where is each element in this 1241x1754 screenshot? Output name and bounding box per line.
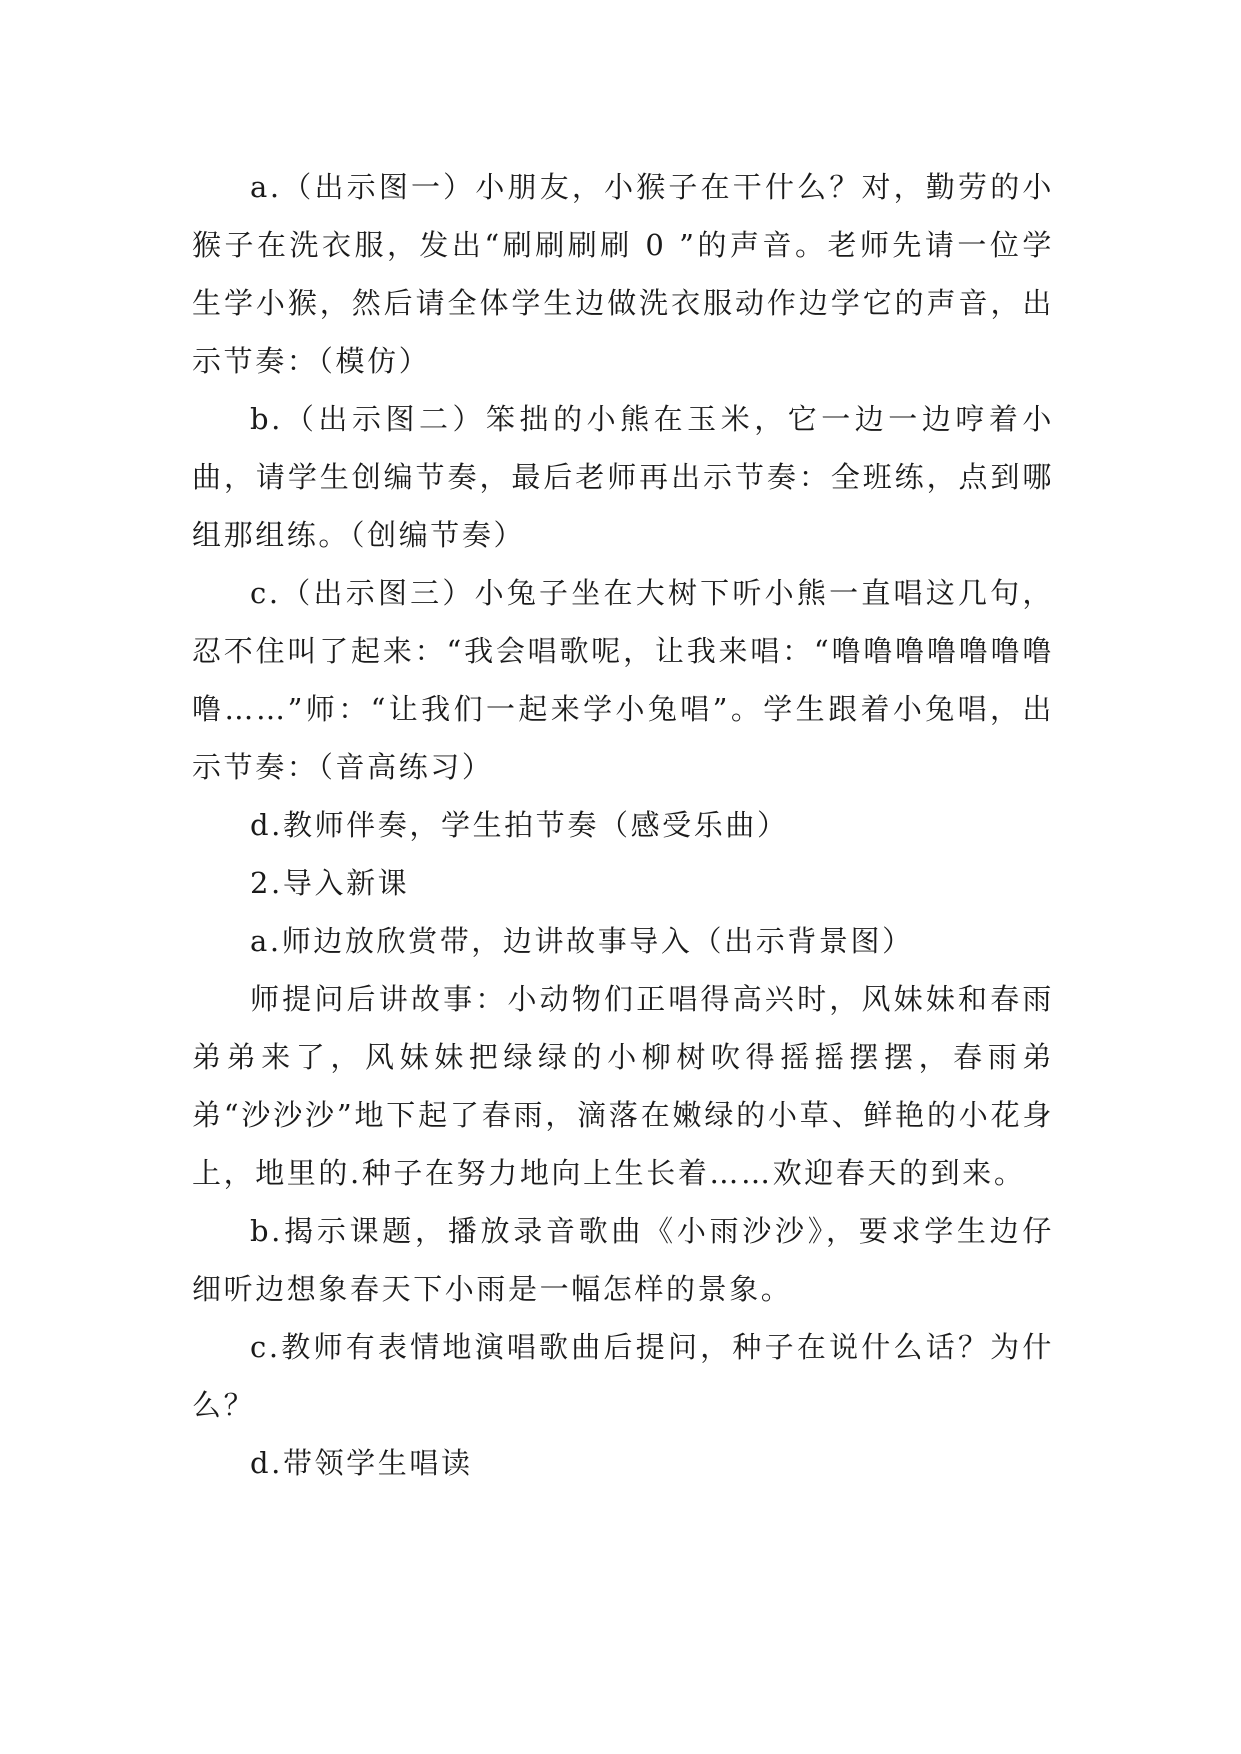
paragraph-story: 师提问后讲故事：小动物们正唱得高兴时，风妹妹和春雨弟弟来了，风妹妹把绿绿的小柳树吹得摇摇摆摆，春雨弟弟“沙沙沙”地下起了春雨，滴落在嫩绿的小草、鲜艳的小花身上，地里的.种子在努力地向上生长着……欢迎春天的到来。 [192, 982, 1054, 1190]
paragraph-lesson-c: c.教师有表情地演唱歌曲后提问，种子在说什么话？为什么？ [192, 1330, 1054, 1422]
paragraph-activity-b: b.（出示图二）笨拙的小熊在玉米，它一边一边哼着小曲，请学生创编节奏，最后老师再出示节奏：全班练，点到哪组那组练。（创编节奏） [192, 402, 1054, 552]
paragraph-lesson-a: a.师边放欣赏带，边讲故事导入（出示背景图） [250, 924, 914, 958]
document-body [192, 158, 1054, 1492]
paragraph-lesson-b: b.揭示课题，播放录音歌曲《小雨沙沙》，要求学生边仔细听边想象春天下小雨是一幅怎样的景象。 [192, 1214, 1054, 1306]
paragraph-activity-a: a.（出示图一）小朋友，小猴子在干什么？对，勤劳的小猴子在洗衣服，发出“刷刷刷刷 0 ”的声音。老师先请一位学生学小猴，然后请全体学生边做洗衣服动作边学它的声音，出示节奏：（模仿） [192, 170, 1054, 378]
paragraph-activity-c: c.（出示图三）小兔子坐在大树下听小熊一直唱这几句，忍不住叫了起来：“我会唱歌呢，让我来唱：“噜噜噜噜噜噜噜噜……”师：“让我们一起来学小兔唱”。学生跟着小兔唱，出示节奏：（音高练习） [192, 576, 1054, 784]
paragraph-activity-d: d.教师伴奏，学生拍节奏（感受乐曲） [250, 808, 789, 842]
section-heading-new-lesson: 2.导入新课 [250, 866, 410, 900]
paragraph-lesson-d: d.带领学生唱读 [250, 1446, 473, 1480]
